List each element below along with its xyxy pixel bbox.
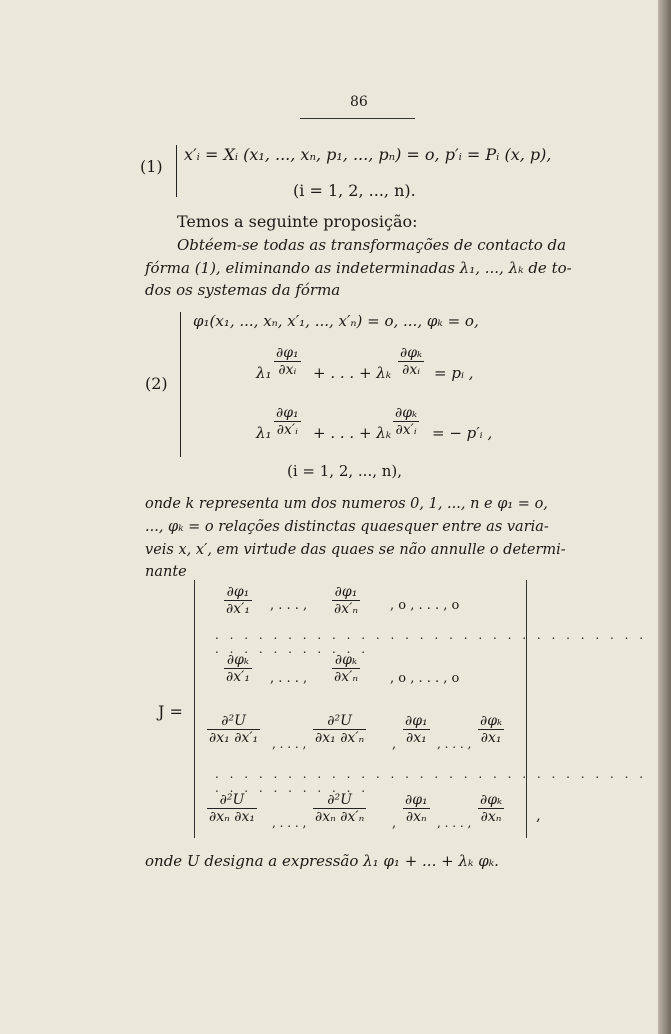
det-r4-c3: $\frac{\text{∂φ₁}}{\text{∂xₙ}}$ xyxy=(405,792,428,825)
eq2-row2-rhs: = pᵢ , xyxy=(434,364,474,382)
det-dotted-row-1: . . . . . . . . . . . . . . . . . . . . . . . . . . . . . . . . . . . . . . . . . xyxy=(215,628,647,656)
conditions-line-3: veis x, x′, em virtude das quaes se não annulle o determi- xyxy=(145,542,566,558)
intro-text: Temos a seguinte proposição: xyxy=(177,212,418,231)
det-r1-tail: , o , . . . , o xyxy=(390,598,460,613)
eq2-tag: (2) xyxy=(145,374,168,393)
eq2-row2-frac1: $\frac{\text{∂φ₁}}{\text{∂xᵢ}}$ xyxy=(276,345,299,378)
eq2-row3-rhs: = − p′ᵢ , xyxy=(432,424,493,442)
det-r4-c2: $\frac{\text{∂²U}}{\text{∂xₙ ∂x′ₙ}}$ xyxy=(315,792,365,825)
page-edge xyxy=(658,0,671,1034)
eq2-row1: φ₁(x₁, ..., xₙ, x′₁, ..., x′ₙ) = o, ..., φₖ = o, xyxy=(193,312,479,330)
eq2-row2-frac2: $\frac{\text{∂φₖ}}{\text{∂xᵢ}}$ xyxy=(400,345,423,378)
determinant-right-bar xyxy=(526,580,527,838)
conditions-line-1: onde k representa um dos numeros 0, 1, ..., n e φ₁ = o, xyxy=(145,496,548,512)
det-r3-c1: $\frac{\text{∂²U}}{\text{∂x₁ ∂x′₁}}$ xyxy=(209,713,259,746)
eq1-line1: x′ᵢ = Xᵢ (x₁, ..., xₙ, p₁, ..., pₙ) = o, p′ᵢ = Pᵢ (x, p), xyxy=(184,145,552,164)
det-r1-sep: , . . . , xyxy=(270,598,308,613)
eq2-row3-frac1: $\frac{\text{∂φ₁}}{\text{∂x′ᵢ}}$ xyxy=(276,405,299,438)
det-trailing-comma: , xyxy=(536,806,541,824)
det-r2-tail: , o , . . . , o xyxy=(390,671,460,686)
det-r3-sep2: , . . . , xyxy=(437,737,472,751)
det-r4-c4: $\frac{\text{∂φₖ}}{\text{∂xₙ}}$ xyxy=(480,792,503,825)
det-r3-comma: , xyxy=(392,737,397,752)
conditions-line-4: nante xyxy=(145,564,187,580)
det-r3-c3: $\frac{\text{∂φ₁}}{\text{∂x₁}}$ xyxy=(405,713,428,746)
det-r1-c1: $\frac{\text{∂φ₁}}{\text{∂x′₁}}$ xyxy=(226,584,250,617)
det-r2-c1: $\frac{\text{∂φₖ}}{\text{∂x′₁}}$ xyxy=(226,652,250,685)
header-rule xyxy=(300,118,415,119)
det-r3-sep: , . . . , xyxy=(272,737,307,751)
eq2-row2-lambda1: λ₁ xyxy=(256,364,272,382)
eq2-row4: (i = 1, 2, ..., n), xyxy=(287,462,403,480)
det-r4-sep: , . . . , xyxy=(272,816,307,830)
eq2-brace xyxy=(180,312,181,457)
det-r4-c1: $\frac{\text{∂²U}}{\text{∂xₙ ∂x₁}}$ xyxy=(209,792,256,825)
eq1-line2: (i = 1, 2, ..., n). xyxy=(293,181,416,200)
eq2-row2-mid: + . . . + λₖ xyxy=(313,364,392,382)
determinant-label: J = xyxy=(158,702,183,721)
proposition-line-2: fórma (1), eliminando as indeterminadas λ₁, ..., λₖ de to- xyxy=(145,259,572,277)
proposition-line-3: dos os systemas da fórma xyxy=(145,281,341,299)
proposition-line-1: Obtéem-se todas as transformações de contacto da xyxy=(177,236,567,254)
det-r3-c4: $\frac{\text{∂φₖ}}{\text{∂x₁}}$ xyxy=(480,713,503,746)
det-r4-sep2: , . . . , xyxy=(437,816,472,830)
det-dotted-row-2: . . . . . . . . . . . . . . . . . . . . . . . . . . . . . . . . . . . . . . . . . xyxy=(215,767,647,795)
det-r2-sep: , . . . , xyxy=(270,671,308,686)
det-r3-c2: $\frac{\text{∂²U}}{\text{∂x₁ ∂x′ₙ}}$ xyxy=(315,713,365,746)
determinant-left-bar xyxy=(194,580,195,838)
closing-line: onde U designa a expressão λ₁ φ₁ + ... + λₖ φₖ. xyxy=(145,852,499,870)
eq2-row3-mid: + . . . + λₖ xyxy=(313,424,392,442)
conditions-line-2: ..., φₖ = o relações distinctas quaesquer entre as varia- xyxy=(145,519,549,535)
eq1-tag: (1) xyxy=(140,157,163,176)
eq2-row3-frac2: $\frac{\text{∂φₖ}}{\text{∂x′ᵢ}}$ xyxy=(395,405,418,438)
page-number: 86 xyxy=(350,94,368,110)
eq1-brace xyxy=(176,145,177,197)
det-r4-comma: , xyxy=(392,816,397,831)
det-r2-c2: $\frac{\text{∂φₖ}}{\text{∂x′ₙ}}$ xyxy=(334,652,358,685)
eq2-row3-lambda1: λ₁ xyxy=(256,424,272,442)
det-r1-c2: $\frac{\text{∂φ₁}}{\text{∂x′ₙ}}$ xyxy=(334,584,358,617)
